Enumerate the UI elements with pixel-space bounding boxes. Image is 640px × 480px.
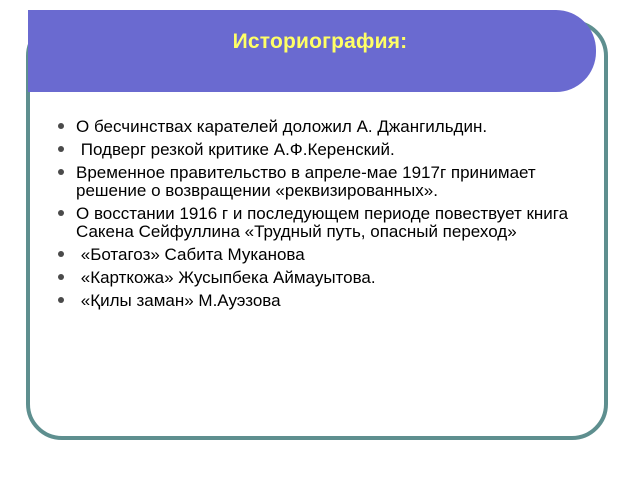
bullet-dot-icon: [58, 274, 64, 280]
bullet-text: «Қилы заман» М.Ауэзова: [76, 291, 281, 310]
bullet-text: «Ботагоз» Сабита Муканова: [76, 245, 305, 264]
bullet-text: Подверг резкой критике А.Ф.Керенский.: [76, 140, 395, 159]
bullet-text: Временное правительство в апреле-мае 1917г принимает решение о возвращении «реквизированных».: [76, 163, 541, 200]
bullet-item: [56, 292, 596, 310]
bullet-item: [56, 246, 596, 264]
bullet-text: О восстании 1916 г и последующем периоде повествует книга Сакена Сейфуллина «Трудный путь, опасный переход»: [76, 204, 573, 241]
bullet-text: О бесчинствах карателей доложил А. Джангильдин.: [76, 117, 488, 136]
bullet-dot-icon: [58, 169, 64, 175]
bullet-item: [56, 141, 596, 159]
bullet-dot-icon: [58, 210, 64, 216]
bullet-dot-icon: [58, 251, 64, 257]
bullet-text: «Карткожа» Жусыпбека Аймауытова.: [76, 268, 376, 287]
bullet-dot-icon: [58, 123, 64, 129]
slide-title: Историография:: [232, 30, 408, 53]
bullet-item: [56, 205, 596, 241]
bullet-list: [56, 118, 596, 315]
bullet-item: [56, 164, 596, 200]
bullet-dot-icon: [58, 297, 64, 303]
bullet-item: [56, 269, 596, 287]
bullet-item: [56, 118, 596, 136]
bullet-dot-icon: [58, 146, 64, 152]
